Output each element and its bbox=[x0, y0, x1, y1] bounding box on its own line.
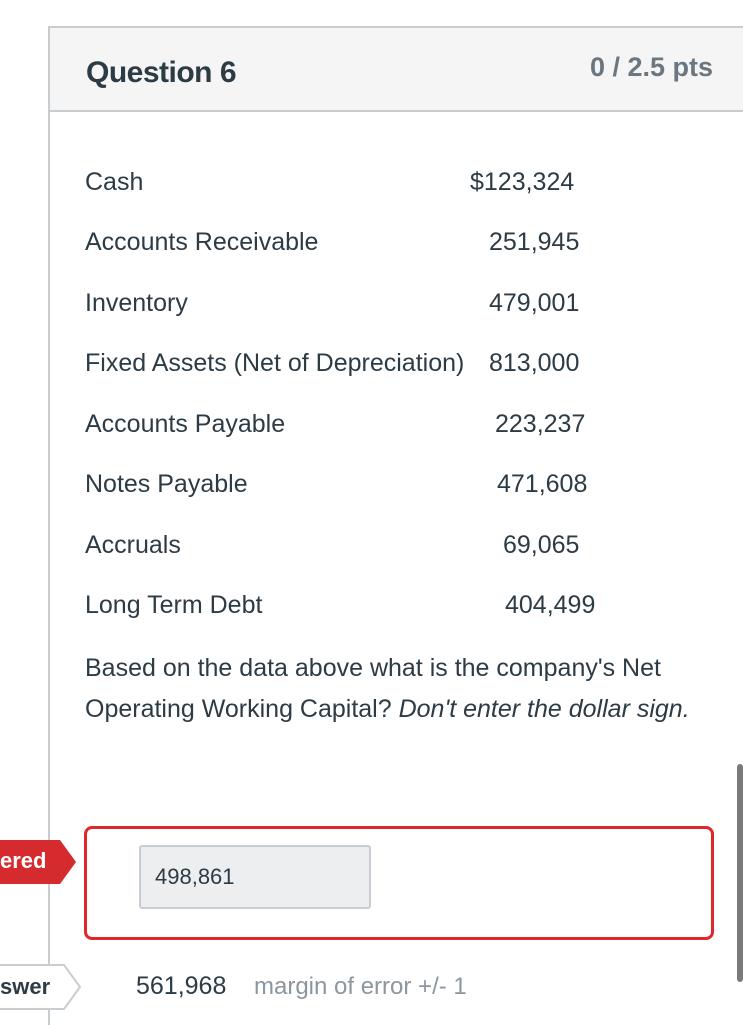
prompt-text: Based on the data above what is the company's Net Operating Working Capital? bbox=[85, 654, 661, 723]
row-label: Inventory bbox=[85, 289, 188, 317]
data-row-fixed-assets bbox=[85, 349, 645, 389]
data-row-inventory bbox=[85, 289, 645, 329]
row-value: 251,945 bbox=[489, 228, 580, 256]
question-points: 0 / 2.5 pts bbox=[589, 52, 713, 82]
row-label: Notes Payable bbox=[85, 470, 248, 498]
correct-answer-value: 561,968 bbox=[136, 972, 227, 1000]
row-value: 479,001 bbox=[489, 289, 580, 317]
answer-container-incorrect bbox=[84, 826, 714, 940]
data-row-cash bbox=[85, 168, 645, 208]
data-row-accounts-receivable bbox=[85, 228, 645, 268]
row-value: 404,499 bbox=[505, 591, 596, 619]
correct-answer-tag bbox=[0, 964, 82, 1010]
margin-of-error-note: margin of error +/- 1 bbox=[254, 973, 467, 1000]
row-label: Accounts Payable bbox=[85, 410, 286, 438]
question-title: Question 6 bbox=[86, 56, 237, 89]
row-label: Cash bbox=[85, 168, 144, 196]
row-label: Accruals bbox=[85, 531, 181, 559]
row-value: 813,000 bbox=[489, 349, 580, 377]
answer-input[interactable]: 498,861 bbox=[139, 845, 371, 909]
prompt-instruction: Don't enter the dollar sign. bbox=[398, 695, 690, 723]
row-label: Long Term Debt bbox=[85, 591, 263, 619]
data-row-accounts-payable bbox=[85, 410, 645, 450]
data-row-long-term-debt bbox=[85, 591, 645, 631]
question-header bbox=[50, 28, 743, 112]
answered-tag-label: ered bbox=[0, 848, 47, 873]
scrollbar-thumb[interactable] bbox=[737, 764, 743, 982]
row-value: $123,324 bbox=[470, 168, 575, 196]
data-row-notes-payable bbox=[85, 470, 645, 510]
row-value: 471,608 bbox=[497, 470, 588, 498]
data-row-accruals bbox=[85, 531, 645, 571]
row-label: Accounts Receivable bbox=[85, 228, 319, 256]
question-prompt bbox=[85, 648, 715, 730]
you-answered-tag bbox=[0, 840, 78, 884]
row-value: 223,237 bbox=[495, 410, 586, 438]
row-value: 69,065 bbox=[503, 531, 580, 559]
row-label: Fixed Assets (Net of Depreciation) bbox=[85, 349, 465, 377]
correct-tag-label: swer bbox=[0, 974, 51, 999]
